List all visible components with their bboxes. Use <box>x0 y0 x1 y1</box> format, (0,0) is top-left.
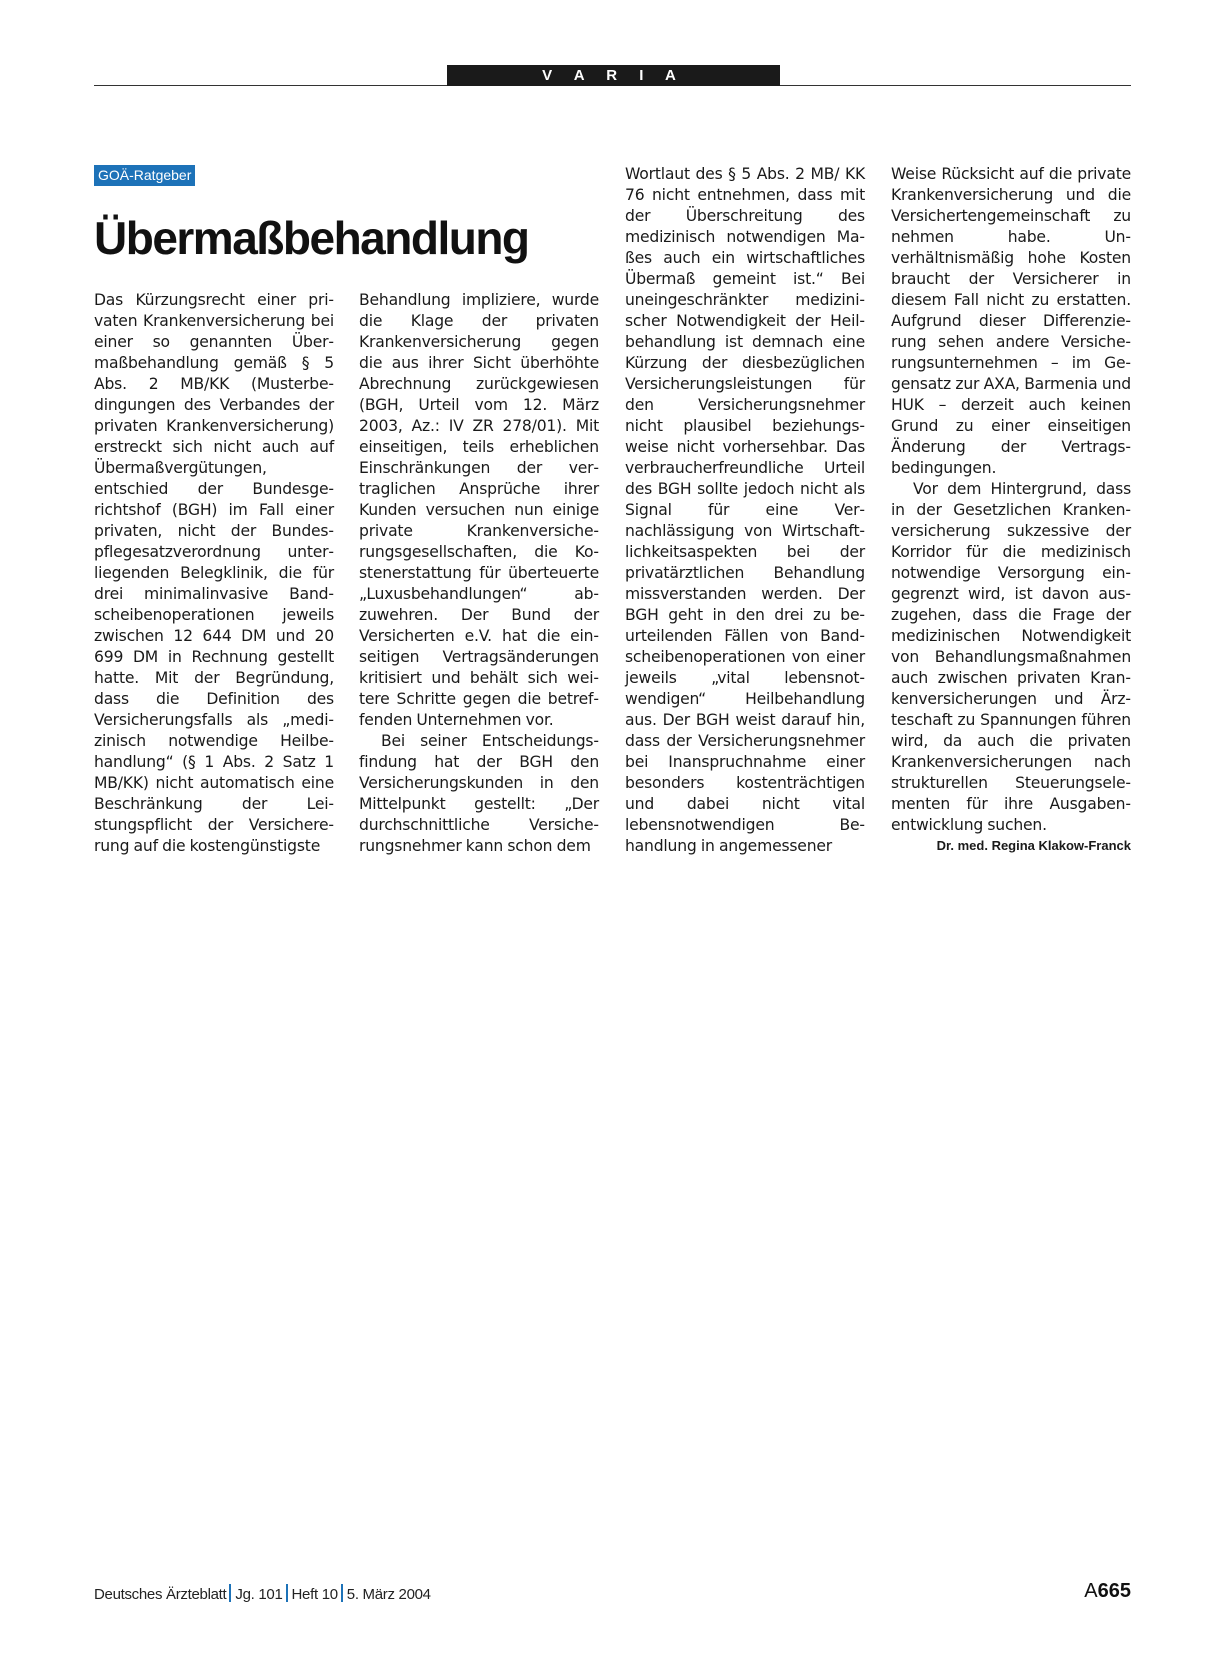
page-footer <box>94 1584 431 1603</box>
footer-separator <box>286 1584 288 1602</box>
journal-issue: Heft 10 <box>291 1586 338 1603</box>
paragraph: Weise Rücksicht auf die private Krankenversicherung und die Versichertengemeinschaft zu nehmen habe. Unverhältnismäßig hohe Kosten braucht der Versicherer in diesem Fall nicht zu erstatten. Aufgrund dieser Differenzierung sehen andere Versicherungsunternehmen – im Gegensatz zur AXA, Barmenia und HUK – derzeit auch keinen Grund zu einer einseitigen Änderung der Vertragsbedingungen. <box>891 165 1131 477</box>
article-title: Übermaßbehandlung <box>94 212 529 264</box>
footer-separator <box>341 1584 343 1602</box>
paragraph: Behandlung impliziere, wurde die Klage der privaten Krankenversicherung gegen die aus ihrer Sicht überhöhte Abrechnung zurückgewiesen (BGH, Urteil vom 12. März 2003, Az.: IV ZR 278/01). Mit einseitigen, teils erheblichen Einschränkungen der vertraglichen Ansprüche ihrer Kunden versuchen nun einige private Krankenversicherungsgesellschaften, die Kostenerstattung für überteuerte „Luxusbehandlungen“ abzuwehren. Der Bund der Versicherten e.V. hat die einseitigen Vertragsänderungen kritisiert und behält sich weitere Schritte gegen die betreffenden Unternehmen vor. <box>359 291 599 729</box>
page-prefix: A <box>1084 1580 1098 1602</box>
section-label: V A R I A <box>447 65 780 86</box>
author-signature: Dr. med. Regina Klakow-Franck <box>936 838 1131 853</box>
article-column-1 <box>94 290 334 857</box>
paragraph: Wortlaut des § 5 Abs. 2 MB/ KK 76 nicht entnehmen, dass mit der Überschreitung des medizinisch notwendigen Maßes auch ein wirtschaftliches Übermaß gemeint ist.“ Bei uneingeschränkter medizinischer Notwendigkeit der Heilbehandlung ist demnach eine Kürzung der diesbezüglichen Versicherungsleistungen für den Versicherungsnehmer nicht plausibel beziehungsweise nicht vorhersehbar. Das verbraucherfreundliche Urteil des BGH sollte jedoch nicht als Signal für eine Vernachlässigung von Wirtschaftlichkeitsaspekten bei der privatärztlichen Behandlung missverstanden werden. Der BGH geht in den drei zu beurteilenden Fällen von Bandscheibenoperationen von einer jeweils „vital lebensnotwendigen“ Heilbehandlung aus. Der BGH weist darauf hin, dass der Versicherungsnehmer bei Inanspruchnahme einer besonders kostenträchtigen und dabei nicht vital lebensnotwendigen Behandlung in angemessener <box>625 165 865 855</box>
page-number-value: 665 <box>1097 1580 1131 1602</box>
paragraph: Das Kürzungsrecht einer privaten Krankenversicherung bei einer so genannten Übermaßbehandlung gemäß § 5 Abs. 2 MB/KK (Musterbedingungen des Verbandes der privaten Krankenversicherung) erstreckt sich nicht auch auf Übermaßvergütungen, entschied der Bundesgerichtshof (BGH) im Fall einer privaten, nicht der Bundespflegesatzverordnung unterliegenden Belegklinik, die für drei minimalinvasive Bandscheibenoperationen jeweils zwischen 12 644 DM und 20 699 DM in Rechnung gestellt hatte. Mit der Begründung, dass die Definition des Versicherungsfalls als „medizinisch notwendige Heilbehandlung“ (§ 1 Abs. 2 Satz 1 MB/KK) nicht automatisch eine Beschränkung der Leistungspflicht der Versichererung auf die kostengünstigste <box>94 291 334 855</box>
journal-volume: Jg. 101 <box>235 1586 283 1603</box>
article-column-2 <box>359 290 599 857</box>
issue-date: 5. März 2004 <box>346 1586 431 1603</box>
page-number <box>1084 1580 1131 1603</box>
footer-separator <box>229 1584 231 1602</box>
paragraph: Bei seiner Entscheidungsfindung hat der BGH den Versicherungskunden in den Mittelpunkt gestellt: „Der durchschnittliche Versicherungsnehmer kann schon dem <box>359 732 599 855</box>
kicker-label: GOÄ-Ratgeber <box>94 165 195 186</box>
journal-name: Deutsches Ärzteblatt <box>94 1586 227 1603</box>
paragraph: Vor dem Hintergrund, dass in der Gesetzlichen Krankenversicherung sukzessive der Korridor für die medizinisch notwendige Versorgung eingegrenzt wird, ist davon auszugehen, dass die Frage der medizinischen Notwendigkeit von Behandlungsmaßnahmen auch zwischen privaten Krankenversicherungen und Ärzteschaft zu Spannungen führen wird, da auch die privaten Krankenversicherungen nach strukturellen Steuerungselementen für ihre Ausgabenentwicklung suchen. <box>891 480 1131 834</box>
article-column-4 <box>891 164 1131 836</box>
article-column-3 <box>625 164 865 857</box>
